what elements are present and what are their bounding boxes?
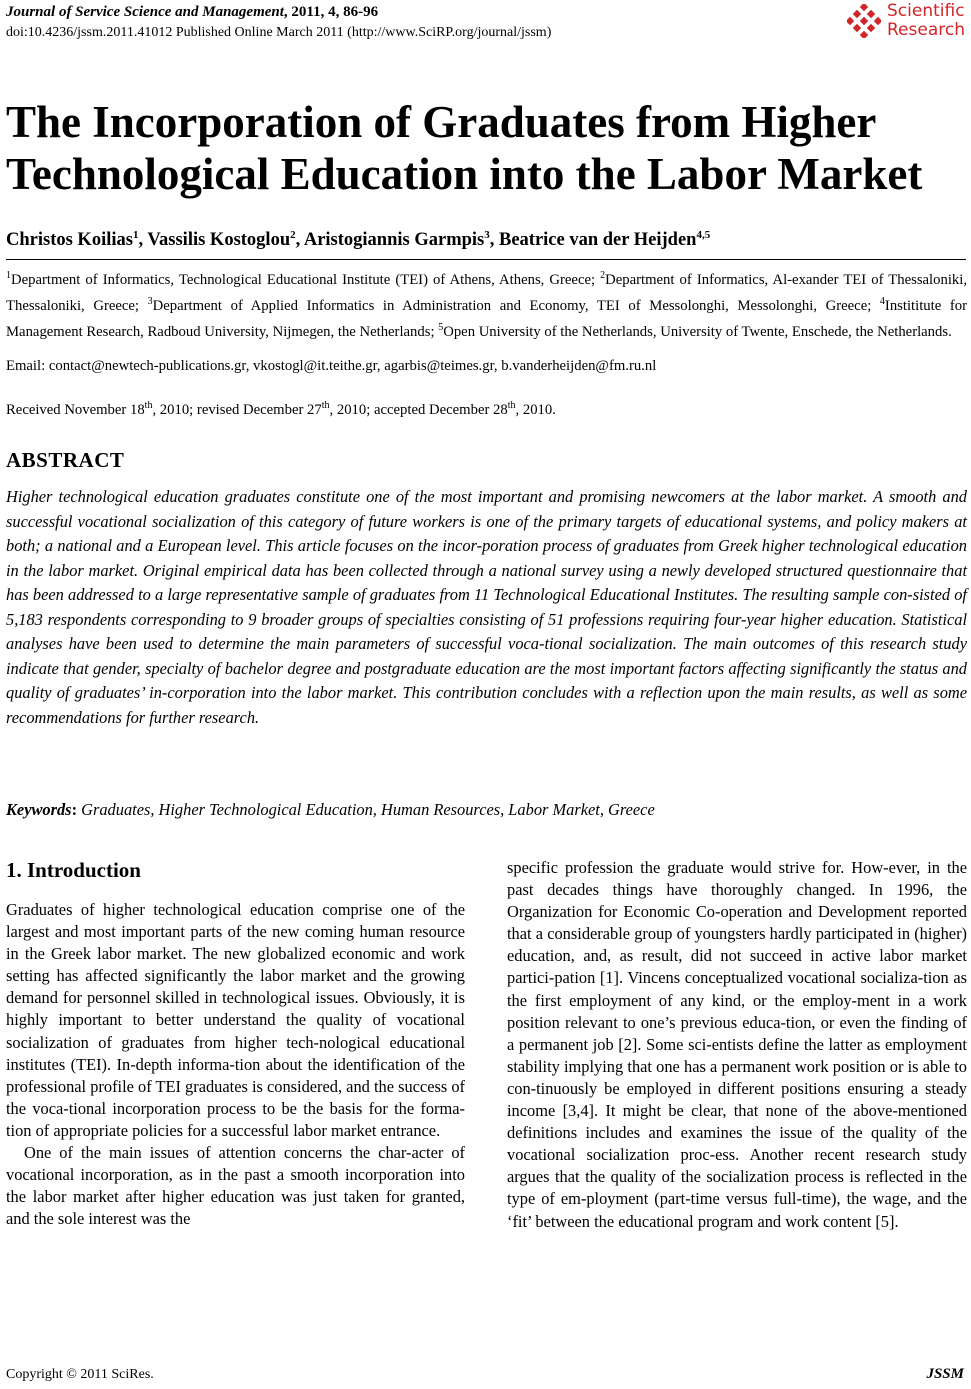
keywords: Keywords: Graduates, Higher Technological Education, Human Resources, Labor Market, Greece — [6, 800, 655, 819]
journal-volume-info: , 2011, 4, 86-96 — [283, 4, 379, 20]
publisher-logo-text: Scientific Research — [887, 1, 965, 40]
author-affiliation-mark: 2 — [290, 229, 296, 241]
received-dates: Received November 18th, 2010; revised December 27th, 2010; accepted December 28th, 2010. — [6, 400, 556, 418]
publisher-logo-icon — [847, 4, 881, 38]
author-affiliation-mark: 1 — [132, 229, 139, 241]
doi-line[interactable]: doi:10.4236/jssm.2011.41012 Published Online March 2011 (http://www.SciRP.org/journal/jssm) — [6, 25, 552, 40]
body-column-right — [507, 857, 967, 1233]
author-divider — [6, 259, 966, 260]
journal-citation — [6, 3, 378, 22]
keywords-value: Graduates, Higher Technological Education, Human Resources, Labor Market, Greece — [81, 800, 655, 819]
paragraph: specific profession the graduate would strive for. How-ever, in the past decades things have thoroughly changed. In 1996, the Organization for Economic Co-operation and Development reported that a considerable group of youngsters hardly participated in (higher) education, and, as result, did not succeed in active labor market partici-pation [1]. Vincens conceptualized vocational socializa-tion as the first employment of any kind, or the employ-ment in a work position relevant to one’s previous educa-tion, or even the finding of a permanent job [2]. Some sci-entists define the latter as employment stability implying that one has a permanent work position or is able to con-tinuously be employed in different positions ensuring a steady income [3,4]. It might be clear, that none of the above-mentioned definitions includes and examines the issue of the quality of the vocational socialization proc-ess. Another recent research study argues that the quality of the socialization process is reflected in the type of em-ployment (part-time versus full-time), the wage, and the ‘fit’ between the educational program and work content [5]. — [507, 858, 967, 1231]
author-emails[interactable]: Email: contact@newtech-publications.gr, vkostogl@it.teithe.gr, agarbis@teimes.gr, b.vanderheijden@fm.ru.nl — [6, 358, 657, 374]
author-name: Christos Koilias — [6, 230, 133, 251]
author-name: Beatrice van der Heijden — [499, 230, 697, 251]
abstract-text: Higher technological education graduates constitute one of the most important and promising newcomers at the labor market. A smooth and successful vocational socialization of this category of future workers is one of the primary targets of educational systems, and policy makers at both; a national and a European level. This article focuses on the incor-poration process of graduates from Greek higher technological education in the labor market. Original empirical data has been collected through a national survey using a newly developed structured questionnaire that has been addressed to a large representative sample of graduates from 11 Technological Educational Institutes. The resulting sample con-sisted of 5,183 respondents corresponding to 9 broader groups of specialties consisting of 51 professions requiring four-year higher education. Statistical analyses have been used to determine the main parameters of successful voca-tional socialization. The main outcomes of this research study indicate that gender, specialty of bachelor degree and postgraduate education are the most important factors affecting significantly the status and quality of graduates’ in-corporation into the labor market. This contribution concludes with a reflection upon the main results, as well as some recommendations for further research. — [6, 487, 967, 727]
section-heading-introduction: 1. Introduction — [6, 858, 141, 882]
affiliations: $^1$Department of Informatics, Technological Educational Institute (TEI) of Athens, Athens, Greece; $^2$Department of Informatics, Al-exander TEI of Thessaloniki, Thessaloniki, Greece; $^3$Department of Applied Informatics in Administration and Economy, TEI of Messolonghi, Messolonghi, Greece; $^4$Instititute for Management Research, Radboud University, Nijmegen, the Netherlands; $^5$Open University of the Netherlands, University of Twente, Enschede, the Netherlands. — [6, 270, 967, 340]
body-column-left — [6, 899, 465, 1230]
paper-title: The Incorporation of Graduates from Higher Technological Education into the Labor Market — [6, 97, 923, 199]
paragraph: Graduates of higher technological education comprise one of the largest and most important parts of the new coming human resource in the Greek labor market. The new globalized economic and work setting has affected significantly the labor market and the growing demand for personnel skilled in technological issues. Obviously, it is highly important to better understand the quality of vocational socialization of graduates from higher tech-nological educational institutes (TEI). In-depth informa-tion about the identification of the professional profile of TEI graduates is considered, and the success of the voca-tional incorporation process to be the basis for the forma-tion of appropriate policies for a successful labor market entrance. — [6, 900, 465, 1140]
footer-journal-abbr: JSSM — [926, 1366, 964, 1382]
author-list: Christos Koilias$^1$, Vassilis Kostoglou$^2$, Aristogiannis Garmpis$^3$, Beatrice van der Heijden$^{4,5}$ — [6, 229, 711, 251]
abstract-heading: ABSTRACT — [6, 448, 125, 472]
author-affiliation-mark: 3 — [484, 229, 490, 241]
author-name: Aristogiannis Garmpis — [303, 230, 485, 251]
journal-name: Journal of Service Science and Management — [6, 4, 284, 20]
keywords-label: Keywords — [6, 800, 72, 819]
footer-copyright: Copyright © 2011 SciRes. — [6, 1367, 154, 1382]
paragraph: One of the main issues of attention concerns the char-acter of vocational incorporation, as in the past a smooth incorporation into the labor market after higher education was just taken for granted, and the sole interest was the — [6, 1143, 465, 1229]
author-name: Vassilis Kostoglou — [147, 230, 291, 251]
author-affiliation-mark: 4,5 — [696, 229, 711, 241]
publisher-logo — [847, 2, 967, 44]
